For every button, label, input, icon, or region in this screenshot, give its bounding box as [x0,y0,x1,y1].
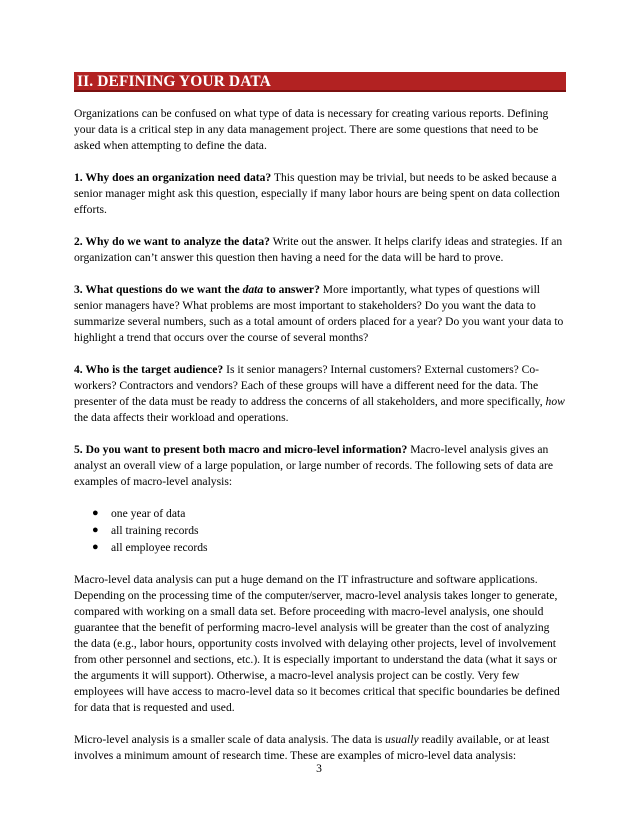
question-1-text: This question may be trivial, but needs to be asked because a senior manager might ask this question, especially if many labor hours are being spent on data collection efforts. [74,171,560,216]
bullet-icon: ● [92,507,99,519]
question-2-lead: 2. Why do we want to analyze the data? [74,235,270,248]
question-4-paragraph [74,362,566,426]
question-5-lead: 5. Do you want to present both macro and micro-level information? [74,443,408,456]
list-item [74,539,566,556]
question-4-text-a: Is it senior managers? Internal customers? External customers? Co-workers? Contractors and vendors? Each of these groups will have a different need for the data. The presenter of the data must be ready to address the concerns of all stakeholders, and more specifically, [74,363,546,408]
document-page [74,72,566,764]
list-item-text: one year of data [111,507,186,520]
list-item-text: all employee records [111,541,208,554]
micro-text-b: readily available, or at least involves a minimum amount of research time. These are examples of micro-level data analysis: [74,733,550,762]
question-3-lead-emphasis: data [242,283,264,296]
section-header-bar [74,72,566,92]
list-item [74,505,566,522]
section-title: II. DEFINING YOUR DATA [77,73,271,90]
question-1-paragraph [74,170,566,218]
list-item-text: all training records [111,524,199,537]
question-5-paragraph [74,442,566,490]
question-4-emphasis: how [545,395,565,408]
micro-analysis-paragraph [74,732,566,764]
micro-emphasis: usually [385,733,419,746]
question-3-text: More importantly, what types of questions will senior managers have? What problems are most important to stakeholders? Do you want the data to summarize several numbers, such as a total amount of orders placed for a year? Do you want your data to highlight a trend that occurs over the course of several months? [74,283,564,344]
question-3-lead-a: 3. What questions do we want the [74,283,243,296]
page-number: 3 [316,762,322,775]
bullet-icon: ● [92,524,99,536]
micro-text-a: Micro-level analysis is a smaller scale of data analysis. The data is [74,733,386,746]
question-2-text: Write out the answer. It helps clarify ideas and strategies. If an organization can’t answer this question then having a need for the data will be hard to prove. [74,235,563,264]
question-4-lead: 4. Who is the target audience? [74,363,224,376]
question-4-text-b: the data affects their workload and operations. [74,411,289,424]
question-2-paragraph [74,234,566,266]
question-3-paragraph [74,282,566,346]
list-item [74,522,566,539]
question-3-lead-b: to answer? [263,283,320,296]
intro-paragraph: Organizations can be confused on what type of data is necessary for creating various reports. Defining your data is a critical step in any data management project. There are some questions that need to be asked when attempting to define the data. [74,107,549,152]
macro-examples-list [74,505,566,556]
macro-analysis-paragraph: Macro-level data analysis can put a huge demand on the IT infrastructure and software applications. Depending on the processing time of the computer/server, macro-level analysis takes longer to generate, compared with working on a small data set. Before proceeding with macro-level analysis, one should guarantee that the benefit of performing macro-level analysis will be greater than the cost of analyzing the data (e.g., labor hours, opportunity costs involved with delaying other projects, level of involvement from other personnel and sections, etc.). It is especially important to understand the data (what it says or the arguments it will support). Otherwise, a macro-level analysis project can be costly. Very few employees will have access to macro-level data so it becomes critical that specific boundaries be defined for data that is requested and used. [74,573,560,714]
question-3-lead [74,283,320,296]
bullet-icon: ● [92,541,99,553]
question-5-text: Macro-level analysis gives an analyst an overall view of a large population, or large number of records. The following sets of data are examples of macro-level analysis: [74,443,554,488]
question-1-lead: 1. Why does an organization need data? [74,171,272,184]
